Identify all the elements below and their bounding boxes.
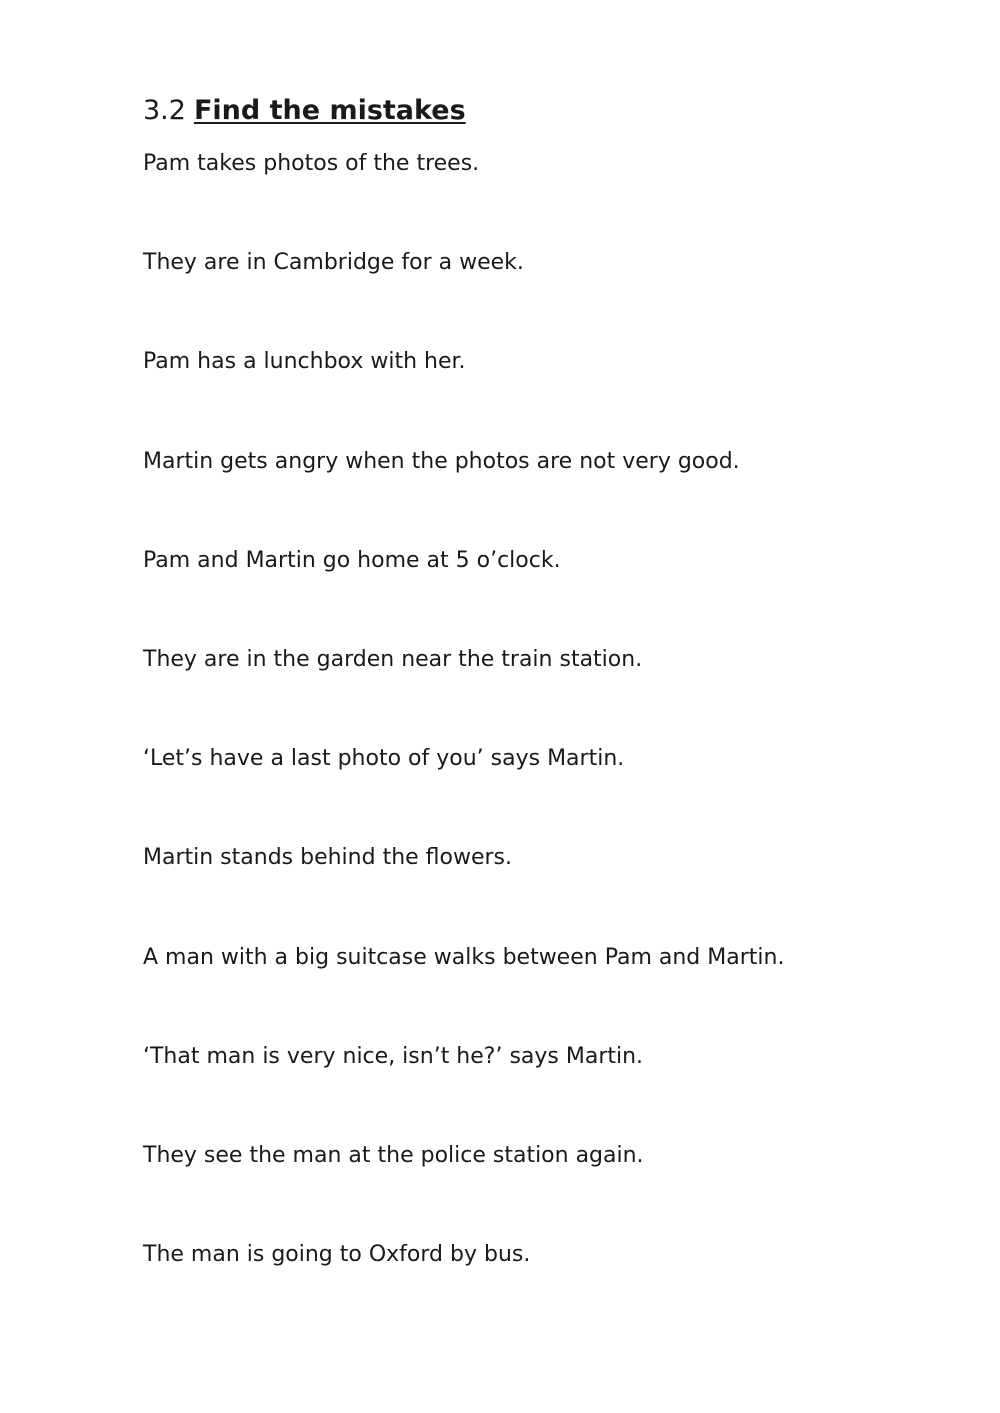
sentence-list <box>143 149 784 1339</box>
sentence-item: Pam and Martin go home at 5 o’clock. <box>143 547 561 573</box>
sentence-item: Martin gets angry when the photos are not very good. <box>143 448 740 474</box>
sentence-item: A man with a big suitcase walks between Pam and Martin. <box>143 944 785 970</box>
exercise-title: Find the mistakes <box>193 95 466 126</box>
sentence-item: They see the man at the police station again. <box>143 1142 644 1168</box>
sentence-item: Pam takes photos of the trees. <box>143 151 480 176</box>
sentence-item: They are in the garden near the train station. <box>143 646 643 672</box>
sentence-item: Martin stands behind the flowers. <box>143 845 513 871</box>
section-number: 3.2 <box>143 95 186 126</box>
sentence-item: The man is going to Oxford by bus. <box>143 1242 531 1268</box>
sentence-item: ‘That man is very nice, isn’t he?’ says Martin. <box>143 1043 644 1069</box>
sentence-item: They are in Cambridge for a week. <box>143 250 524 276</box>
sentence-item: ‘Let’s have a last photo of you’ says Martin. <box>143 746 625 772</box>
sentence-item: Pam has a lunchbox with her. <box>143 349 466 375</box>
exercise-heading <box>143 94 466 128</box>
